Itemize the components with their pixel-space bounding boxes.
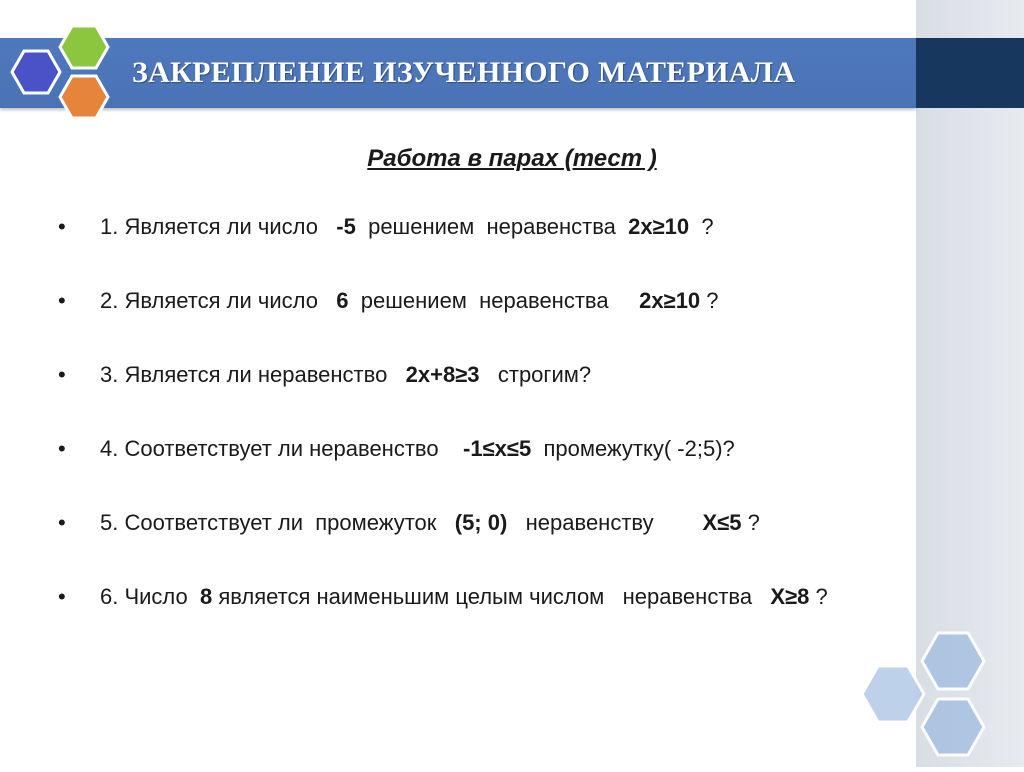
bullet: • — [58, 288, 66, 313]
title-bar-accent — [916, 38, 1024, 108]
decorative-hexagons — [860, 630, 1010, 767]
question-text: 2. Является ли число 6 решением неравенства 2х≥10 ? — [100, 288, 719, 313]
question-item — [58, 358, 908, 432]
question-text: 5. Соответствует ли промежуток (5; 0) неравенству Х≤5 ? — [100, 510, 760, 535]
question-item — [58, 432, 908, 506]
slide-title: ЗАКРЕПЛЕНИЕ ИЗУЧЕННОГО МАТЕРИАЛА — [132, 56, 796, 89]
bullet: • — [58, 436, 66, 461]
question-item — [58, 210, 908, 284]
bullet: • — [58, 584, 66, 609]
hexagon-logo — [0, 0, 140, 130]
blue-hexagon — [12, 51, 60, 93]
question-text: 4. Соответствует ли неравенство -1≤х≤5 промежутку( -2;5)? — [100, 436, 735, 461]
bullet: • — [58, 214, 66, 239]
light-hexagon — [922, 699, 984, 755]
green-hexagon — [60, 26, 108, 68]
slide-subtitle: Работа в парах (тест ) — [367, 145, 657, 172]
light-hexagon — [862, 666, 924, 722]
light-hexagon — [922, 633, 984, 689]
question-item — [58, 506, 908, 580]
bullet: • — [58, 362, 66, 387]
question-text: 6. Число 8 является наименьшим целым числом неравенства Х≥8 ? — [100, 584, 828, 609]
question-item — [58, 284, 908, 358]
question-list — [58, 210, 908, 654]
orange-hexagon — [60, 76, 108, 118]
question-text: 1. Является ли число -5 решением неравенства 2х≥10 ? — [100, 214, 714, 239]
question-item — [58, 580, 908, 654]
question-text: 3. Является ли неравенство 2х+8≥3 строгим? — [100, 362, 592, 387]
bullet: • — [58, 510, 66, 535]
